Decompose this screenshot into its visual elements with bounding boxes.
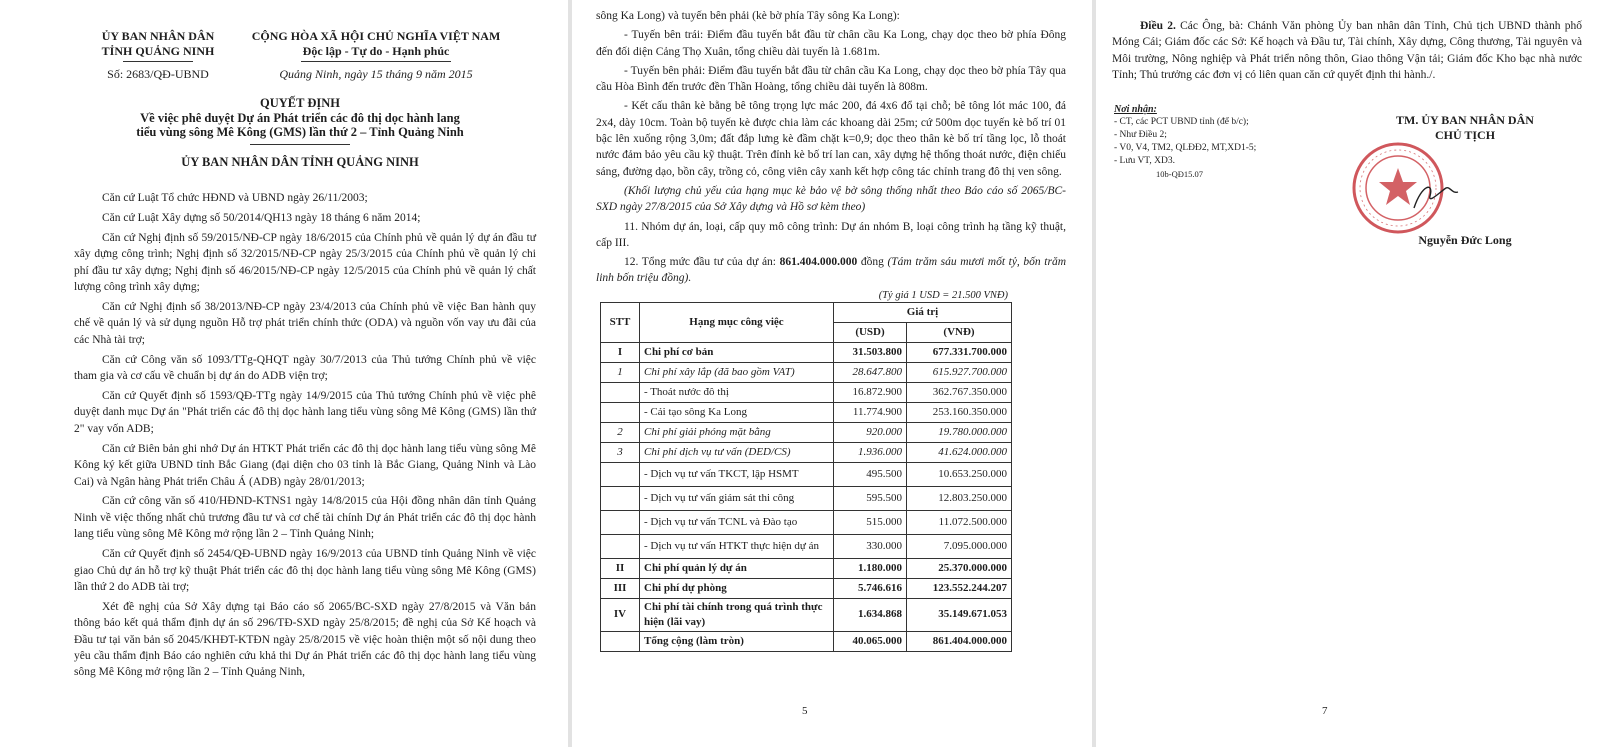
table-cell-stt [601, 382, 640, 402]
sign-title-line2: CHỦ TỊCH [1434, 128, 1496, 142]
total-investment-unit: đồng [857, 256, 888, 269]
preamble [74, 190, 536, 684]
table-cell-item: Chi phí quản lý dự án [640, 558, 834, 578]
agency-header [74, 29, 242, 82]
exchange-rate-note: (Tỷ giá 1 USD = 21.500 VNĐ) [878, 289, 1008, 301]
table-cell-item: - Thoát nước đô thị [640, 382, 834, 402]
table-cell-usd: 40.065.000 [834, 631, 907, 651]
page-number: 5 [802, 705, 808, 717]
doc-subject-line1: Về việc phê duyệt Dự án Phát triển các đô thị dọc hành lang [140, 110, 460, 125]
recipient-item: 10b-QĐ15.07 [1156, 169, 1203, 179]
table-cell-item: Chi phí xây lắp (đã bao gồm VAT) [640, 362, 834, 382]
body-paragraph: 11. Nhóm dự án, loại, cấp quy mô công trình: Dự án nhóm B, loại công trình hạ tầng kỹ thuật, cấp III. [596, 220, 1066, 249]
document-page-1 [0, 0, 568, 747]
col-header-value: Giá trị [834, 302, 1012, 322]
signer-name: Nguyễn Đức Long [1418, 233, 1512, 247]
table-row [601, 598, 1012, 631]
table-cell-vnd: 11.072.500.000 [907, 510, 1012, 534]
preamble-paragraph: Căn cứ Biên bản ghi nhớ Dự án HTKT Phát triển các đô thị dọc hành lang tiểu vùng sông Mê Kông ký kết giữa UBND tỉnh Bắc Giang (đại diện cho 03 tỉnh là Bắc Giang, Quảng Ninh và Lào Cai) và Ngân hàng Phát triển Châu Á (ADB) ngày 28/01/2013; [74, 442, 536, 488]
table-cell-vnd: 25.370.000.000 [907, 558, 1012, 578]
table-row [601, 558, 1012, 578]
table-cell-item: - Dịch vụ tư vấn TCNL và Đào tạo [640, 510, 834, 534]
table-cell-item: - Cải tạo sông Ka Long [640, 402, 834, 422]
body-paragraph: - Tuyến bên trái: Điểm đầu tuyến bắt đầu từ chân cầu Ka Long, chạy dọc theo bờ phía Đông đến đối diện Cảng Thọ Xuân, tổng chiều dài tuyến là 1.681m. [596, 29, 1066, 58]
table-cell-item: Chi phí giải phóng mặt bằng [640, 422, 834, 442]
table-cell-stt: I [601, 342, 640, 362]
document-page-3 [1096, 0, 1616, 747]
doc-type: QUYẾT ĐỊNH [260, 96, 340, 110]
article-2-paragraph [1112, 18, 1582, 84]
table-row [601, 510, 1012, 534]
table-body [601, 342, 1012, 651]
table-row [601, 342, 1012, 362]
table-cell-vnd: 362.767.350.000 [907, 382, 1012, 402]
col-header-vnd: (VNĐ) [907, 322, 1012, 342]
doc-number: Số: 2683/QĐ-UBND [107, 67, 209, 81]
table-cell-usd: 5.746.616 [834, 578, 907, 598]
table-cell-vnd: 12.803.250.000 [907, 486, 1012, 510]
table-cell-item: Chi phí dịch vụ tư vấn (DED/CS) [640, 442, 834, 462]
preamble-paragraph: Xét đề nghị của Sở Xây dựng tại Báo cáo số 2065/BC-SXD ngày 27/8/2015 và Văn bản thông báo kết quả thẩm định dự án số 296/TĐ-SXD ngày 25/8/2015; đề nghị của Sở Kế hoạch và Đầu tư tại văn bản số 2045/KHĐT-KTĐN ngày 25/8/2015 về việc hoàn thiện một số nội dung theo yêu cầu thẩm định Báo cáo nghiên cứu khả thi Dự án Phát triển các đô thị dọc hành lang tiểu vùng sông Mê Kông mở rộng lần 2 – Tỉnh Quảng Ninh, [74, 600, 536, 679]
table-cell-usd: 11.774.900 [834, 402, 907, 422]
recipient-item: - Lưu VT, XD3. [1114, 156, 1175, 166]
title-underline [250, 144, 350, 145]
total-investment-label: 12. Tổng mức đầu tư của dự án: [624, 256, 780, 269]
preamble-paragraph: Căn cứ Nghị định số 38/2013/NĐ-CP ngày 23/4/2013 của Chính phủ về việc Ban hành quy chế về quản lý và sử dụng nguồn Hỗ trợ phát triển chính thức (ODA) và nguồn vốn vay ưu đãi của các Nhà tài trợ; [74, 300, 536, 346]
table-cell-item: Chi phí cơ bản [640, 342, 834, 362]
table-cell-item: Tổng cộng (làm tròn) [640, 631, 834, 651]
table-cell-vnd: 677.331.700.000 [907, 342, 1012, 362]
table-row [601, 578, 1012, 598]
issuer: ỦY BAN NHÂN DÂN TỈNH QUẢNG NINH [181, 154, 419, 169]
preamble-paragraph: Căn cứ Công văn số 1093/TTg-QHQT ngày 30/7/2013 của Thủ tướng Chính phủ về việc tham gia và cơ cấu về chuẩn bị dự án do ADB viện trợ; [74, 353, 536, 383]
table-cell-vnd: 123.552.244.207 [907, 578, 1012, 598]
preamble-paragraph: Căn cứ Luật Tổ chức HĐND và UBND ngày 26/11/2003; [102, 192, 368, 204]
table-cell-vnd: 615.927.700.000 [907, 362, 1012, 382]
nation-underline [301, 61, 451, 62]
signature-icon [1414, 187, 1458, 208]
table-cell-vnd: 861.404.000.000 [907, 631, 1012, 651]
table-cell-stt [601, 486, 640, 510]
table-row [601, 462, 1012, 486]
table-cell-stt [601, 631, 640, 651]
table-row [601, 442, 1012, 462]
table-cell-stt [601, 462, 640, 486]
doc-date: Quảng Ninh, ngày 15 tháng 9 năm 2015 [279, 67, 473, 81]
table-cell-item: - Dịch vụ tư vấn giám sát thi công [640, 486, 834, 510]
table-cell-usd: 31.503.800 [834, 342, 907, 362]
table-row [601, 382, 1012, 402]
investment-table [600, 302, 1012, 652]
table-cell-item: Chi phí dự phòng [640, 578, 834, 598]
total-investment-paragraph [596, 254, 1066, 287]
table-row [601, 362, 1012, 382]
sign-title-line1: TM. ỦY BAN NHÂN DÂN [1396, 113, 1534, 127]
table-cell-usd: 1.936.000 [834, 442, 907, 462]
preamble-paragraph: Căn cứ Quyết định số 2454/QĐ-UBND ngày 16/9/2013 của UBND tỉnh Quảng Ninh về việc giao Chủ dự án hỗ trợ kỹ thuật Phát triển các đô thị dọc hành lang tiểu vùng sông Mê Kông (GMS) lần thứ 2 do ADB tài trợ; [74, 548, 536, 593]
table-cell-stt [601, 510, 640, 534]
table-cell-stt: 3 [601, 442, 640, 462]
table-cell-usd: 1.180.000 [834, 558, 907, 578]
preamble-paragraph: Căn cứ Quyết định số 1593/QĐ-TTg ngày 14/9/2015 của Thủ tướng Chính phủ về việc phê duyệt danh mục Dự án "Phát triển các đô thị dọc hành lang tiểu vùng sông Mê Kông (GMS) lần thứ 2" vay vốn ADB; [74, 389, 536, 435]
table-row [601, 402, 1012, 422]
table-cell-item: Chi phí tài chính trong quá trình thực hiện (lãi vay) [640, 598, 834, 631]
table-cell-usd: 595.500 [834, 486, 907, 510]
total-investment-amount: 861.404.000.000 [779, 256, 858, 269]
table-cell-vnd: 35.149.671.053 [907, 598, 1012, 631]
nation-line2: Độc lập - Tự do - Hạnh phúc [302, 44, 450, 58]
table-cell-stt [601, 402, 640, 422]
table-cell-vnd: 7.095.000.000 [907, 534, 1012, 558]
table-cell-usd: 515.000 [834, 510, 907, 534]
project-section [596, 8, 1066, 652]
table-cell-item: - Dịch vụ tư vấn HTKT thực hiện dự án [640, 534, 834, 558]
table-row [601, 534, 1012, 558]
table-cell-vnd: 19.780.000.000 [907, 422, 1012, 442]
agency-name-line2: TỈNH QUẢNG NINH [101, 44, 215, 58]
total-investment-words: (Tám trăm sáu mươi mốt tỷ, bốn trăm linh bốn triệu đồng). [596, 256, 1066, 285]
table-cell-usd: 1.634.868 [834, 598, 907, 631]
preamble-paragraph: Căn cứ công văn số 410/HĐND-KTNS1 ngày 14/8/2015 của Hội đồng nhân dân tỉnh Quảng Ninh về việc thống nhất chủ trương đầu tư và cơ chế tài chính Dự án Phát triển các đô thị dọc hành lang tiểu vùng sông Mê Kông mở rộng lần 2 – Tỉnh Quảng Ninh; [74, 495, 536, 541]
table-cell-usd: 330.000 [834, 534, 907, 558]
official-seal-icon [1342, 134, 1462, 246]
recipient-item: - CT, các PCT UBND tỉnh (để b/c); [1114, 117, 1249, 127]
table-cell-vnd: 41.624.000.000 [907, 442, 1012, 462]
table-cell-stt: IV [601, 598, 640, 631]
table-cell-stt: II [601, 558, 640, 578]
body-paragraph: sông Ka Long) và tuyến bên phải (kè bờ phía Tây sông Ka Long): [596, 10, 900, 22]
col-header-item: Hạng mục công việc [640, 302, 834, 342]
table-cell-usd: 28.647.800 [834, 362, 907, 382]
table-cell-stt [601, 534, 640, 558]
table-cell-vnd: 10.653.250.000 [907, 462, 1012, 486]
agency-name-line1: ỦY BAN NHÂN DÂN [101, 29, 215, 43]
table-cell-stt: 2 [601, 422, 640, 442]
table-row [601, 631, 1012, 651]
doc-subject-line2: tiểu vùng sông Mê Kông (GMS) lần thứ 2 – Tỉnh Quảng Ninh [136, 125, 464, 139]
table-cell-vnd: 253.160.350.000 [907, 402, 1012, 422]
body-note: (Khối lượng chủ yếu của hạng mục kè bảo vệ bờ sông thống nhất theo Báo cáo số 2065/BC-SXD ngày 27/8/2015 của Sở Xây dựng và Hồ sơ kèm theo) [596, 184, 1066, 214]
col-header-stt: STT [601, 302, 640, 342]
table-row [601, 422, 1012, 442]
recipient-item: - Như Điều 2; [1114, 130, 1167, 140]
doc-title-block [70, 96, 530, 169]
table-cell-item: - Dịch vụ tư vấn TKCT, lập HSMT [640, 462, 834, 486]
nation-header [226, 29, 526, 82]
document-page-2 [572, 0, 1092, 747]
article-2-text: Các Ông, bà: Chánh Văn phòng Ủy ban nhân dân Tỉnh, Chủ tịch UBND thành phố Móng Cái; Giám đốc các Sở: Kế hoạch và Đầu tư, Tài chính, Xây dựng, Công thương, Tài nguyên và Môi trường, Nông nghiệp và Phát triển nông thôn, Giao thông Vận tải; Giám đốc Kho bạc nhà nước Tỉnh; Thủ trưởng các đơn vị có liên quan căn cứ quyết định thi hành./. [1112, 20, 1582, 82]
body-paragraph: - Kết cấu thân kè bằng bê tông trọng lực mác 200, đá 4x6 đổ tại chỗ; bê tông lót mác 100, đá 2x4, dày 10cm. Toàn bộ tuyến kè được chia làm các khoang dài 25m; cứ 500m dọc tuyến kè bố trí 01 bậc lên xuống rộng 3,0m; đất đắp lưng kè đầm chặt k=0,9; dọc theo thân kè bố trí tầng lọc, lỗ thoát nước đảm bảo yêu cầu kỹ thuật. Trên đỉnh kè bố trí lan can, xây dựng hệ thống thoát nước, điện chiếu sáng, đường dạo, bồn cây, trồng cỏ, công viên cây xanh kết hợp công tác chỉnh trang đô thị ven sông. [596, 100, 1066, 178]
table-cell-stt: 1 [601, 362, 640, 382]
agency-underline [123, 61, 193, 62]
table-cell-usd: 495.500 [834, 462, 907, 486]
article-2 [1112, 18, 1582, 84]
recipients-label: Nơi nhận: [1114, 104, 1157, 115]
nation-line1: CỘNG HÒA XÃ HỘI CHỦ NGHĨA VIỆT NAM [251, 29, 501, 43]
page-number: 7 [1322, 705, 1328, 717]
col-header-usd: (USD) [834, 322, 907, 342]
table-cell-usd: 16.872.900 [834, 382, 907, 402]
article-2-heading: Điều 2. [1140, 20, 1176, 32]
table-cell-stt: III [601, 578, 640, 598]
preamble-paragraph: Căn cứ Nghị định số 59/2015/NĐ-CP ngày 18/6/2015 của Chính phủ về quản lý dự án đầu tư xây dựng công trình; Nghị định số 32/2015/NĐ-CP ngày 25/3/2015 của Chính phủ về quản lý chi phí đầu tư xây dựng; Nghị định số 46/2015/NĐ-CP ngày 12/5/2015 của Chính phủ về quản lý chất lượng công trình xây dựng; [74, 231, 536, 294]
recipients-block [1114, 103, 1344, 181]
recipient-item: - V0, V4, TM2, QLĐĐ2, MT,XD1-5; [1114, 143, 1257, 153]
body-paragraph: - Tuyến bên phải: Điểm đầu tuyến bắt đầu từ chân cầu Ka Long, chạy dọc theo bờ phía Tây qua cầu Hòa Bình đến trước đền Thần Hoàng, tổng chiều dài tuyến là 808m. [596, 64, 1066, 94]
preamble-paragraph: Căn cứ Luật Xây dựng số 50/2014/QH13 ngày 18 tháng 6 năm 2014; [102, 211, 421, 224]
table-row [601, 486, 1012, 510]
table-cell-usd: 920.000 [834, 422, 907, 442]
